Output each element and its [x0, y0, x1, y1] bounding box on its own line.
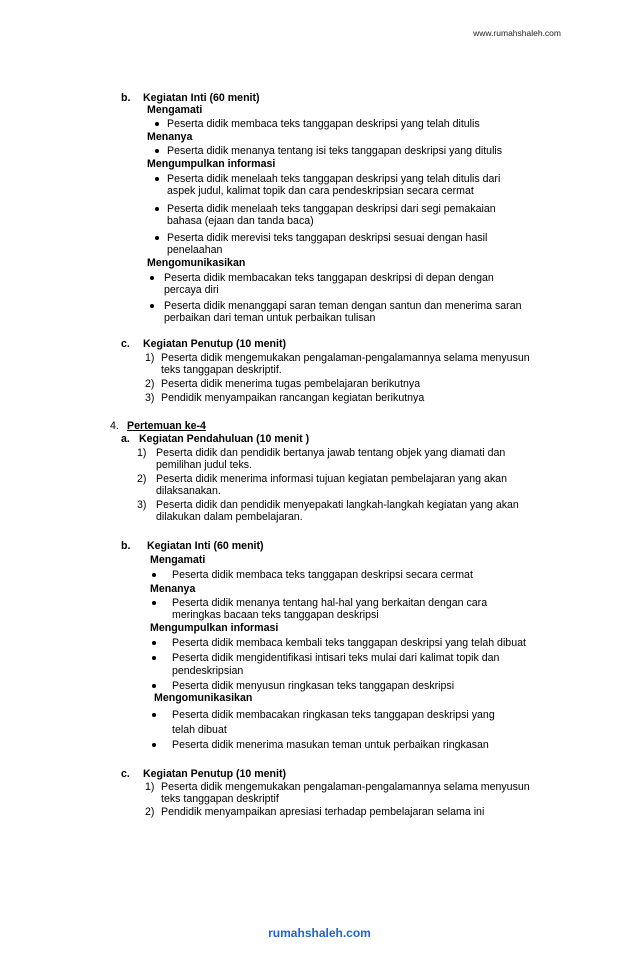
- m4c-item-2-num: 2): [145, 806, 155, 818]
- b1-mengomunikasikan-item-2-line1: Peserta didik menanggapi saran teman dengan santun dan menerima saran: [164, 300, 522, 312]
- bullet-icon: [155, 149, 159, 153]
- b1-mengumpulkan-item-3-line2: penelaahan: [167, 244, 223, 256]
- section-b1-marker: b.: [121, 92, 131, 104]
- meeting4-title: Pertemuan ke-4: [127, 420, 206, 432]
- footer-site-link[interactable]: rumahshaleh.com: [268, 926, 371, 940]
- section-c1-marker: c.: [121, 338, 130, 350]
- m4b-mengamati-heading: Mengamati: [150, 554, 206, 566]
- c1-item-3-num: 3): [145, 392, 155, 404]
- m4b-mengamati-item: Peserta didik membaca teks tanggapan deskripsi secara cermat: [172, 569, 473, 581]
- b1-mengumpulkan-heading: Mengumpulkan informasi: [147, 158, 276, 170]
- bullet-icon: [152, 713, 156, 717]
- b1-mengomunikasikan-item-1-line2: percaya diri: [164, 284, 219, 296]
- bullet-icon: [155, 207, 159, 211]
- bullet-icon: [150, 304, 154, 308]
- c1-item-1-num: 1): [145, 352, 155, 364]
- b1-mengumpulkan-item-3-line1: Peserta didik merevisi teks tanggapan deskripsi sesuai dengan hasil: [167, 232, 488, 244]
- c1-item-1-line2: teks tanggapan deskriptif.: [161, 364, 282, 376]
- bullet-icon: [152, 743, 156, 747]
- b1-mengamati-heading: Mengamati: [147, 104, 203, 116]
- m4b-mengumpulkan-item-2-line2: pendeskripsian: [172, 665, 244, 677]
- bullet-icon: [152, 573, 156, 577]
- m4b-mengomunikasikan-item-1-line1: Peserta didik membacakan ringkasan teks tanggapan deskripsi yang: [172, 709, 495, 721]
- b1-mengumpulkan-item-1-line2: aspek judul, kalimat topik dan cara pendeskripsian secara cermat: [167, 185, 474, 197]
- m4b-mengumpulkan-item-1: Peserta didik membaca kembali teks tanggapan deskripsi yang telah dibuat: [172, 637, 526, 649]
- header-url: www.rumahshaleh.com: [473, 28, 561, 38]
- m4a-item-2-line1: Peserta didik menerima informasi tujuan kegiatan pembelajaran yang akan: [156, 473, 507, 485]
- bullet-icon: [150, 276, 154, 280]
- c1-item-3-line1: Pendidik menyampaikan rancangan kegiatan berikutnya: [161, 392, 425, 404]
- m4b-mengomunikasikan-heading: Mengomunikasikan: [154, 692, 253, 704]
- m4a-item-2-line2: dilaksanakan.: [156, 485, 221, 497]
- m4c-item-1-num: 1): [145, 781, 155, 793]
- b1-mengumpulkan-item-2-line2: bahasa (ejaan dan tanda baca): [167, 215, 314, 227]
- m4a-item-3-num: 3): [137, 499, 147, 511]
- b1-menanya-heading: Menanya: [147, 131, 193, 143]
- m4c-item-1-line2: teks tanggapan deskriptif: [161, 793, 279, 805]
- m4b-mengomunikasikan-item-1-line2: telah dibuat: [172, 724, 227, 736]
- bullet-icon: [155, 177, 159, 181]
- m4-section-a-marker: a.: [121, 433, 130, 445]
- m4b-mengomunikasikan-item-2: Peserta didik menerima masukan teman untuk perbaikan ringkasan: [172, 739, 489, 751]
- m4-section-c-marker: c.: [121, 768, 130, 780]
- c1-item-1-line1: Peserta didik mengemukakan pengalaman-pengalamannya selama menyusun: [161, 352, 530, 364]
- meeting4-number: 4.: [110, 420, 119, 432]
- b1-mengomunikasikan-item-1-line1: Peserta didik membacakan teks tanggapan deskripsi di depan dengan: [164, 272, 494, 284]
- m4a-item-1-line1: Peserta didik dan pendidik bertanya jawab tentang objek yang diamati dan: [156, 447, 506, 459]
- b1-mengumpulkan-item-2-line1: Peserta didik menelaah teks tanggapan deskripsi dari segi pemakaian: [167, 203, 496, 215]
- m4b-menanya-item-line1: Peserta didik menanya tentang hal-hal yang berkaitan dengan cara: [172, 597, 488, 609]
- b1-mengomunikasikan-item-2-line2: perbaikan dari teman untuk perbaikan tulisan: [164, 312, 376, 324]
- m4-section-a-title: Kegiatan Pendahuluan (10 menit ): [139, 433, 310, 445]
- bullet-icon: [152, 641, 156, 645]
- b1-menanya-item: Peserta didik menanya tentang isi teks tanggapan deskripsi yang ditulis: [167, 145, 503, 157]
- c1-item-2-num: 2): [145, 378, 155, 390]
- m4b-menanya-item-line2: meringkas bacaan teks tanggapan deskripsi: [172, 609, 379, 621]
- m4c-item-1-line1: Peserta didik mengemukakan pengalaman-pengalamannya selama menyusun: [161, 781, 530, 793]
- m4-section-c-title: Kegiatan Penutup (10 menit): [143, 768, 287, 780]
- m4a-item-2-num: 2): [137, 473, 147, 485]
- b1-mengamati-item: Peserta didik membaca teks tanggapan deskripsi yang telah ditulis: [167, 118, 480, 130]
- m4b-mengumpulkan-heading: Mengumpulkan informasi: [150, 622, 279, 634]
- m4a-item-3-line1: Peserta didik dan pendidik menyepakati langkah-langkah kegiatan yang akan: [156, 499, 519, 511]
- m4c-item-2-line1: Pendidik menyampaikan apresiasi terhadap pembelajaran selama ini: [161, 806, 485, 818]
- m4-section-b-marker: b.: [121, 540, 131, 552]
- bullet-icon: [152, 656, 156, 660]
- m4b-mengumpulkan-item-2-line1: Peserta didik mengidentifikasi intisari teks mulai dari kalimat topik dan: [172, 652, 500, 664]
- b1-mengumpulkan-item-1-line1: Peserta didik menelaah teks tanggapan deskripsi yang telah ditulis dari: [167, 173, 501, 185]
- c1-item-2-line1: Peserta didik menerima tugas pembelajaran berikutnya: [161, 378, 421, 390]
- bullet-icon: [152, 601, 156, 605]
- section-b1-title: Kegiatan Inti (60 menit): [143, 92, 260, 104]
- m4b-menanya-heading: Menanya: [150, 583, 196, 595]
- m4a-item-3-line2: dilakukan dalam pembelajaran.: [156, 511, 303, 523]
- section-c1-title: Kegiatan Penutup (10 menit): [143, 338, 287, 350]
- m4b-mengumpulkan-item-3: Peserta didik menyusun ringkasan teks tanggapan deskripsi: [172, 680, 455, 692]
- bullet-icon: [152, 684, 156, 688]
- m4-section-b-title: Kegiatan Inti (60 menit): [147, 540, 264, 552]
- m4a-item-1-line2: pemilihan judul teks.: [156, 459, 252, 471]
- m4a-item-1-num: 1): [137, 447, 147, 459]
- bullet-icon: [155, 122, 159, 126]
- b1-mengomunikasikan-heading: Mengomunikasikan: [147, 257, 246, 269]
- bullet-icon: [155, 236, 159, 240]
